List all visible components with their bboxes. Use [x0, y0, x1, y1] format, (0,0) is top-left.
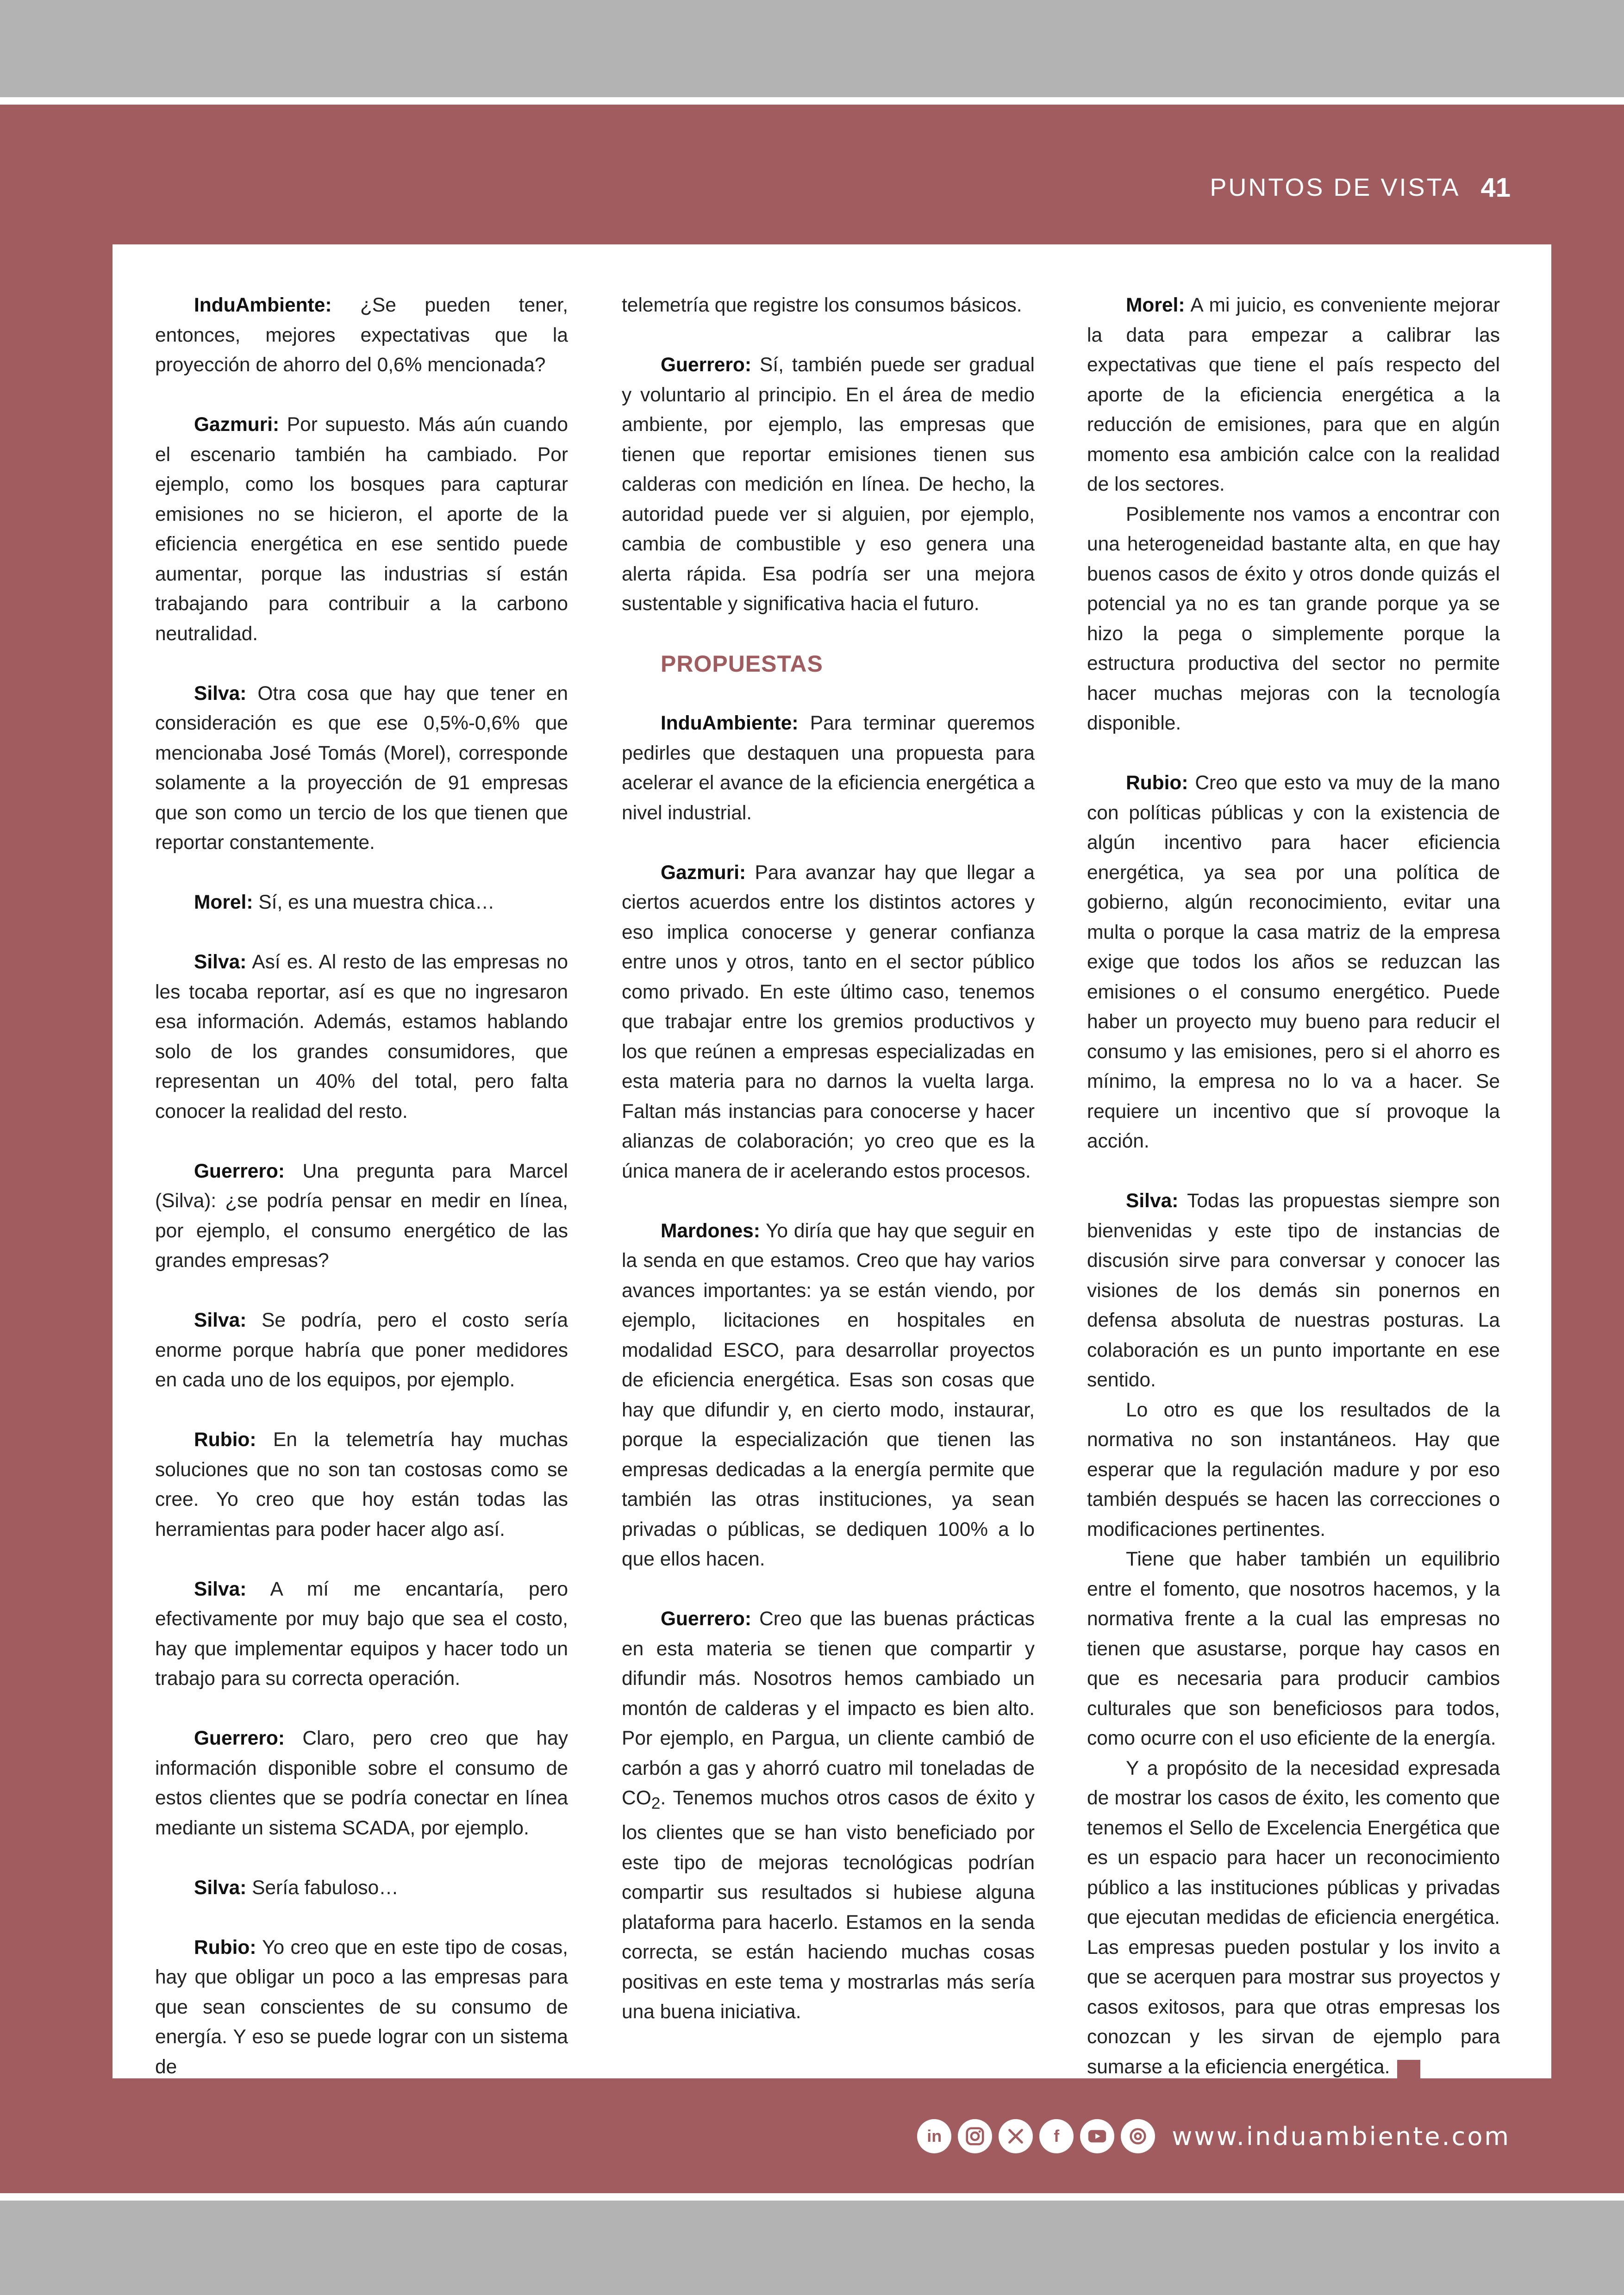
- threads-icon[interactable]: [1121, 2119, 1155, 2153]
- linkedin-icon[interactable]: in: [917, 2119, 951, 2153]
- speaker-name: Silva:: [1126, 1190, 1179, 1212]
- speaker-name: Silva:: [194, 1877, 247, 1899]
- speaker-name: Guerrero:: [661, 1608, 752, 1630]
- column-2: [622, 291, 1035, 2057]
- dialogue-text: Una pregunta para Marcel (Silva): ¿se podría pensar en medir en línea, por ejemplo, el consumo energético de las grandes empresas?: [155, 1160, 568, 1272]
- dialogue-text: Sí, también puede ser gradual y voluntario al principio. En el área de medio ambiente, por ejemplo, las empresas que tienen que reportar emisiones tienen sus calderas con medición en línea. De hecho, la autoridad puede ver si alguien, por ejemplo, cambia de combustible y eso genera una alerta rápida. Esa podría ser una mejora sustentable y significativa hacia el futuro.: [622, 354, 1035, 615]
- column-1: [155, 291, 568, 2112]
- dialogue-paragraph: [155, 410, 568, 649]
- top-grey-strip: [0, 0, 1624, 97]
- speaker-name: Silva:: [194, 682, 247, 705]
- dialogue-text: Y a propósito de la necesidad expresada de mostrar los casos de éxito, les comento que tenemos el Sello de Excelencia Energética que es un espacio para hacer un reconocimiento público a las instituciones públicas y privadas que ejecutan medidas de eficiencia energética. Las empresas pueden postular y los invito a que se acerquen para mostrar sus proyectos y casos exitosos, para que otras empresas los conozcan y les sirvan de ejemplo para sumarse a la eficiencia energética.: [1087, 1757, 1500, 2078]
- dialogue-paragraph: [1087, 1186, 1500, 1396]
- dialogue-text: Claro, pero creo que hay información disponible sobre el consumo de estos clientes que se podría conectar en línea mediante un sistema SCADA, por ejemplo.: [155, 1727, 568, 1839]
- dialogue-paragraph: [155, 1873, 568, 1903]
- dialogue-text: Para avanzar hay que llegar a ciertos acuerdos entre los distintos actores y eso implica conocerse y generar confianza entre unos y otros, tanto en el sector público como privado. En este último caso, tenemos que trabajar entre los gremios productivos y los que reúnen a empresas especializadas en esta materia para no darnos la vuelta larga. Faltan más instancias para conocerse y hacer alianzas de colaboración; yo creo que es la única manera de ir acelerando estos procesos.: [622, 861, 1035, 1182]
- dialogue-paragraph: [155, 679, 568, 858]
- bottom-grey-strip: [0, 2201, 1624, 2295]
- dialogue-text: . Tenemos muchos otros casos de éxito y los clientes que se han visto beneficiado por este tipo de mejoras tecnológicas podrían compartir sus resultados si hubiese alguna plataforma para hacerlo. Estamos en la senda correcta, se están haciendo muchas cosas positivas en este tema y mostrarlas más sería una buena iniciativa.: [622, 1787, 1035, 2023]
- dialogue-paragraph: [155, 948, 568, 1127]
- section-heading: PROPUESTAS: [661, 651, 823, 677]
- speaker-name: Morel:: [1126, 294, 1185, 316]
- youtube-icon[interactable]: [1080, 2119, 1114, 2153]
- dialogue-paragraph: [155, 1306, 568, 1396]
- dialogue-text: ¿Se pueden tener, entonces, mejores expectativas que la proyección de ahorro del 0,6% mencionada?: [155, 294, 568, 376]
- dialogue-text: Otra cosa que hay que tener en consideración es que ese 0,5%-0,6% que mencionaba José Tomás (Morel), corresponde solamente a la proyección de 91 empresas que son como un tercio de los que tienen que reportar constantemente.: [155, 682, 568, 854]
- x-icon[interactable]: [999, 2119, 1033, 2153]
- dialogue-text: Yo creo que en este tipo de cosas, hay que obligar un poco a las empresas para que sean conscientes de su consumo de energía. Y eso se puede lograr con un sistema de: [155, 1936, 568, 2078]
- dialogue-paragraph: [155, 1933, 568, 2083]
- dialogue-paragraph: [155, 888, 568, 918]
- dialogue-paragraph: [622, 1216, 1035, 1575]
- dialogue-paragraph: [622, 858, 1035, 1187]
- dialogue-paragraph: [155, 1724, 568, 1843]
- speaker-name: Silva:: [194, 1578, 247, 1600]
- page-footer: [917, 2115, 1511, 2157]
- dialogue-text: Así es. Al resto de las empresas no les tocaba reportar, así es que no ingresaron esa información. Además, estamos hablando solo de los grandes consumidores, que representan un 40% del total, pero falta conocer la realidad del resto.: [155, 951, 568, 1123]
- dialogue-paragraph: [1087, 1754, 1500, 2083]
- dialogue-text: Para terminar queremos pedirles que destaquen una propuesta para acelerar el avance de la eficiencia energética a nivel industrial.: [622, 712, 1035, 824]
- dialogue-paragraph: [622, 350, 1035, 619]
- speaker-name: Rubio:: [194, 1429, 256, 1451]
- dialogue-paragraph: [155, 1575, 568, 1694]
- speaker-name: Rubio:: [1126, 772, 1188, 794]
- speaker-name: Mardones:: [661, 1220, 760, 1242]
- dialogue-paragraph: [1087, 291, 1500, 500]
- dialogue-paragraph: Tiene que haber también un equilibrio entre el fomento, que nosotros hacemos, y la normativa frente a la cual las empresas no tienen que asustarse, porque hay casos en que es necesaria para producir cambios culturales que son beneficiosos para todos, como ocurre con el uso eficiente de la energía.: [1087, 1548, 1500, 1749]
- bottom-white-rule: [0, 2193, 1624, 2201]
- dialogue-paragraph: [1087, 768, 1500, 1157]
- dialogue-text: Yo diría que hay que seguir en la senda en que estamos. Creo que hay varios avances importantes: ya se están viendo, por ejemplo, licitaciones en hospitales en modalidad ESCO, para desarrollar proyectos de eficiencia energética. Esas son cosas que hay que difundir y, en cierto modo, instaurar, porque la especialización que tienen las empresas dedicadas a la energía permite que también las otras instituciones, ya sean privadas o públicas, se dediquen 100% a lo que ellos hacen.: [622, 1220, 1035, 1570]
- dialogue-text: Creo que las buenas prácticas en esta materia se tienen que compartir y difundir más. Nosotros hemos cambiado un montón de calderas y el impacto es bien alto. Por ejemplo, en Pargua, un cliente cambió de carbón a gas y ahorró cuatro mil toneladas de CO: [622, 1608, 1035, 1809]
- speaker-name: Silva:: [194, 951, 247, 973]
- speaker-name: Morel:: [194, 892, 253, 913]
- facebook-icon[interactable]: f: [1039, 2119, 1074, 2153]
- speaker-name: Guerrero:: [194, 1727, 285, 1749]
- continuation-paragraph: telemetría que registre los consumos básicos.: [622, 294, 1022, 316]
- dialogue-text: En la telemetría hay muchas soluciones que no son tan costosas como se cree. Yo creo que hoy están todas las herramientas para poder hacer algo así.: [155, 1429, 568, 1540]
- page-number: 41: [1480, 172, 1511, 203]
- dialogue-text: Se podría, pero el costo sería enorme porque habría que poner medidores en cada uno de los equipos, por ejemplo.: [155, 1310, 568, 1391]
- dialogue-text: Por supuesto. Más aún cuando el escenario también ha cambiado. Por ejemplo, como los bosques para capturar emisiones no se hicieron, el aporte de la eficiencia energética en ese sentido puede aumentar, porque las industrias sí están trabajando para contribuir a la carbono neutralidad.: [155, 414, 568, 645]
- speaker-name: InduAmbiente:: [194, 294, 332, 316]
- dialogue-paragraph: [622, 709, 1035, 828]
- speaker-name: Guerrero:: [194, 1160, 285, 1182]
- top-white-rule: [0, 97, 1624, 105]
- dialogue-paragraph: [155, 291, 568, 380]
- instagram-icon[interactable]: [958, 2119, 992, 2153]
- end-mark-logo: IA: [1397, 2060, 1420, 2082]
- speaker-name: Gazmuri:: [194, 414, 280, 436]
- dialogue-paragraph: [155, 1425, 568, 1545]
- dialogue-text: A mi juicio, es conveniente mejorar la data para empezar a calibrar las expectativas que tiene el país respecto del aporte de la eficiencia energética a la reducción de emisiones, para que en algún momento esa ambición calce con la realidad de los sectores.: [1087, 294, 1500, 495]
- dialogue-paragraph: Posiblemente nos vamos a encontrar con una heterogeneidad bastante alta, en que hay buenos casos de éxito y otros donde quizás el potencial ya no es tan grande porque ya se hizo la pega o simplemente porque la estructura productiva del sector no permite hacer muchas mejoras con la tecnología disponible.: [1087, 503, 1500, 734]
- page-header: [1210, 171, 1511, 204]
- dialogue-text: A mí me encantaría, pero efectivamente por muy bajo que sea el costo, hay que implementar equipos y hacer todo un trabajo para su correcta operación.: [155, 1578, 568, 1690]
- column-3: [1087, 291, 1500, 2112]
- speaker-name: InduAmbiente:: [661, 712, 799, 734]
- section-title: PUNTOS DE VISTA: [1210, 174, 1461, 201]
- speaker-name: Guerrero:: [661, 354, 752, 376]
- dialogue-text: Creo que esto va muy de la mano con políticas públicas y con la existencia de algún incentivo para hacer eficiencia energética, ya sea por una política de gobierno, algún reconocimiento, evitar una multa o porque la casa matriz de la empresa exige que todos los años se reduzcan las emisiones o el consumo energético. Puede haber un proyecto muy bueno para reducir el consumo y las emisiones, pero si el ahorro es mínimo, la empresa no lo va a hacer. Se requiere un incentivo que sí provoque la acción.: [1087, 772, 1500, 1152]
- dialogue-paragraph: [622, 1604, 1035, 2027]
- dialogue-paragraph: [155, 1157, 568, 1276]
- dialogue-text: Todas las propuestas siempre son bienvenidas y este tipo de instancias de discusión sirve para conversar y conocer las visiones de los demás sin ponernos en defensa absoluta de nuestras posturas. La colaboración es un punto importante en ese sentido.: [1087, 1190, 1500, 1391]
- speaker-name: Silva:: [194, 1310, 247, 1331]
- dialogue-paragraph: Lo otro es que los resultados de la normativa no son instantáneos. Hay que esperar que la regulación madure y por eso también después se hacen las correcciones o modificaciones pertinentes.: [1087, 1399, 1500, 1540]
- dialogue-text: Sería fabuloso…: [252, 1877, 399, 1899]
- dialogue-text: Sí, es una muestra chica…: [258, 892, 495, 913]
- speaker-name: Gazmuri:: [661, 861, 746, 884]
- website-link[interactable]: www.induambiente.com: [1172, 2121, 1511, 2151]
- speaker-name: Rubio:: [194, 1936, 256, 1958]
- article-panel: [112, 244, 1551, 2078]
- subscript: 2: [651, 1794, 661, 1813]
